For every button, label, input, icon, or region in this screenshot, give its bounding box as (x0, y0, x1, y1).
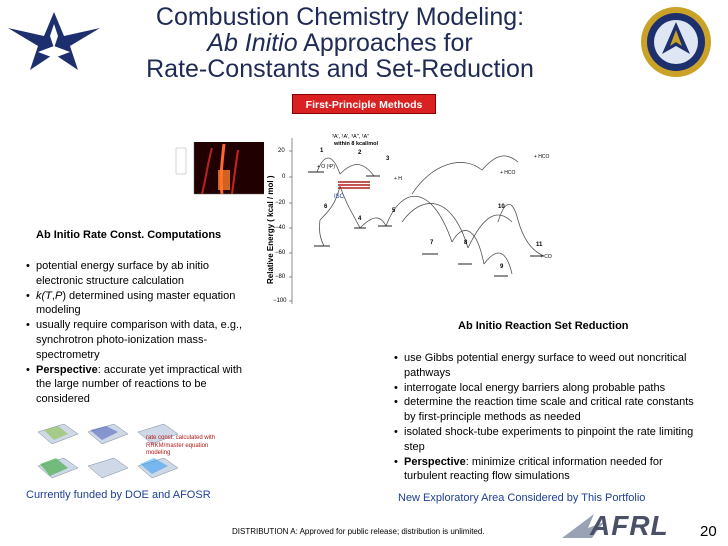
pes-plus-hco-label: + HCO (500, 170, 516, 176)
first-principle-badge: First-Principle Methods (292, 94, 436, 114)
left-bullet-2 (24, 289, 244, 319)
species-3: 3 (386, 156, 390, 162)
left-bullet-3: • usually require comparison with data, e.g., synchrotron photo-ionization mass-spectrometry (24, 318, 244, 362)
ytick-m80: −80 (275, 274, 286, 280)
spectrum-thumbnail (172, 138, 268, 204)
kTP-k: k( (36, 289, 46, 302)
species-2: 2 (358, 150, 362, 156)
left-bullet-4 (24, 363, 244, 407)
pes-isc-label: ISC (334, 194, 345, 200)
species-10: 10 (498, 204, 505, 210)
distribution-footer: DISTRIBUTION A: Approved for public release; distribution is unlimited. (232, 527, 485, 536)
pes-curves (262, 124, 562, 310)
ytick-m60: −60 (275, 250, 286, 256)
left-heading: Ab Initio Rate Const. Computations (36, 229, 222, 241)
species-4: 4 (358, 216, 362, 222)
ytick-m20: −20 (275, 200, 286, 206)
species-9: 9 (500, 264, 504, 270)
afrl-logo (560, 508, 688, 544)
ytick-0: 0 (282, 174, 286, 180)
species-7: 7 (430, 240, 434, 246)
species-5: 5 (392, 208, 396, 214)
pes-plus-hco2-label: + HCO (534, 154, 550, 160)
pes-plus-h-label: + H (394, 176, 402, 182)
thumb-caption: rate const. calculated with RRKM/master equation modeling (146, 435, 216, 456)
kTP-P: P (54, 289, 63, 302)
right-heading: Ab Initio Reaction Set Reduction (458, 320, 629, 332)
afrl-wordmark: AFRL (590, 510, 669, 541)
spectrum-image (172, 138, 268, 204)
right-bullet-5 (392, 455, 702, 485)
right-bullet-1: • use Gibbs potential energy surface to weed out noncritical pathways (392, 351, 702, 381)
right-bullet-2: • interrogate local energy barriers along probable paths (392, 381, 702, 396)
funding-note: Currently funded by DOE and AFOSR (26, 489, 211, 501)
page-number: 20 (700, 523, 717, 540)
afrl-seal-icon (630, 4, 722, 80)
species-6: 6 (324, 204, 328, 210)
right-bullet-3: • determine the reaction time scale and critical rate constants by first-principle methods as needed (392, 395, 702, 425)
ytick-m100: −100 (273, 298, 287, 304)
title-line-1: Combustion Chemistry Modeling: (155, 3, 525, 31)
left-bullet-list (24, 259, 244, 407)
pes-o3p-label: + O (³P) (317, 164, 335, 170)
right-perspective-text: : minimize critical information needed for turbulent reacting flow simulations (404, 455, 663, 483)
title-line-3: Rate-Constants and Set-Reduction (146, 55, 534, 83)
new-area-note: New Exploratory Area Considered by This Portfolio (398, 492, 646, 504)
kTP-rest: ) determined using master equation modeling (36, 289, 236, 317)
kTP-T: T (45, 289, 52, 302)
species-8: 8 (464, 240, 468, 246)
pes-diagram (262, 124, 562, 310)
left-bullet-1: • potential energy surface by ab initio electronic structure calculation (24, 259, 244, 289)
title-italic: Ab Initio (207, 29, 298, 57)
pes-plus-co-label: + CO (540, 254, 552, 260)
pes-ylabel: Relative Energy ( kcal / mol ) (266, 175, 275, 284)
slide-title (120, 4, 560, 82)
kTP-sep: , (51, 289, 55, 302)
title-line-2 (120, 30, 560, 56)
ytick-m40: −40 (275, 225, 286, 231)
right-perspective-label: Perspective (404, 455, 466, 468)
pes-within-note: within 8 kcal/mol (334, 141, 379, 147)
right-bullet-4: • isolated shock-tube experiments to pinpoint the rate limiting step (392, 425, 702, 455)
left-perspective-label: Perspective (36, 363, 98, 376)
title-line-2-rest: Approaches for (297, 29, 473, 57)
pes-states-note: ³A', ¹A', ³A", ¹A" (332, 134, 370, 140)
species-1: 1 (320, 148, 324, 154)
right-bullet-list (392, 351, 702, 484)
left-perspective-text: : accurate yet impractical with the large number of reactions to be considered (36, 363, 243, 406)
ytick-20: 20 (278, 148, 285, 154)
air-force-logo (8, 6, 100, 72)
species-11: 11 (536, 242, 543, 248)
